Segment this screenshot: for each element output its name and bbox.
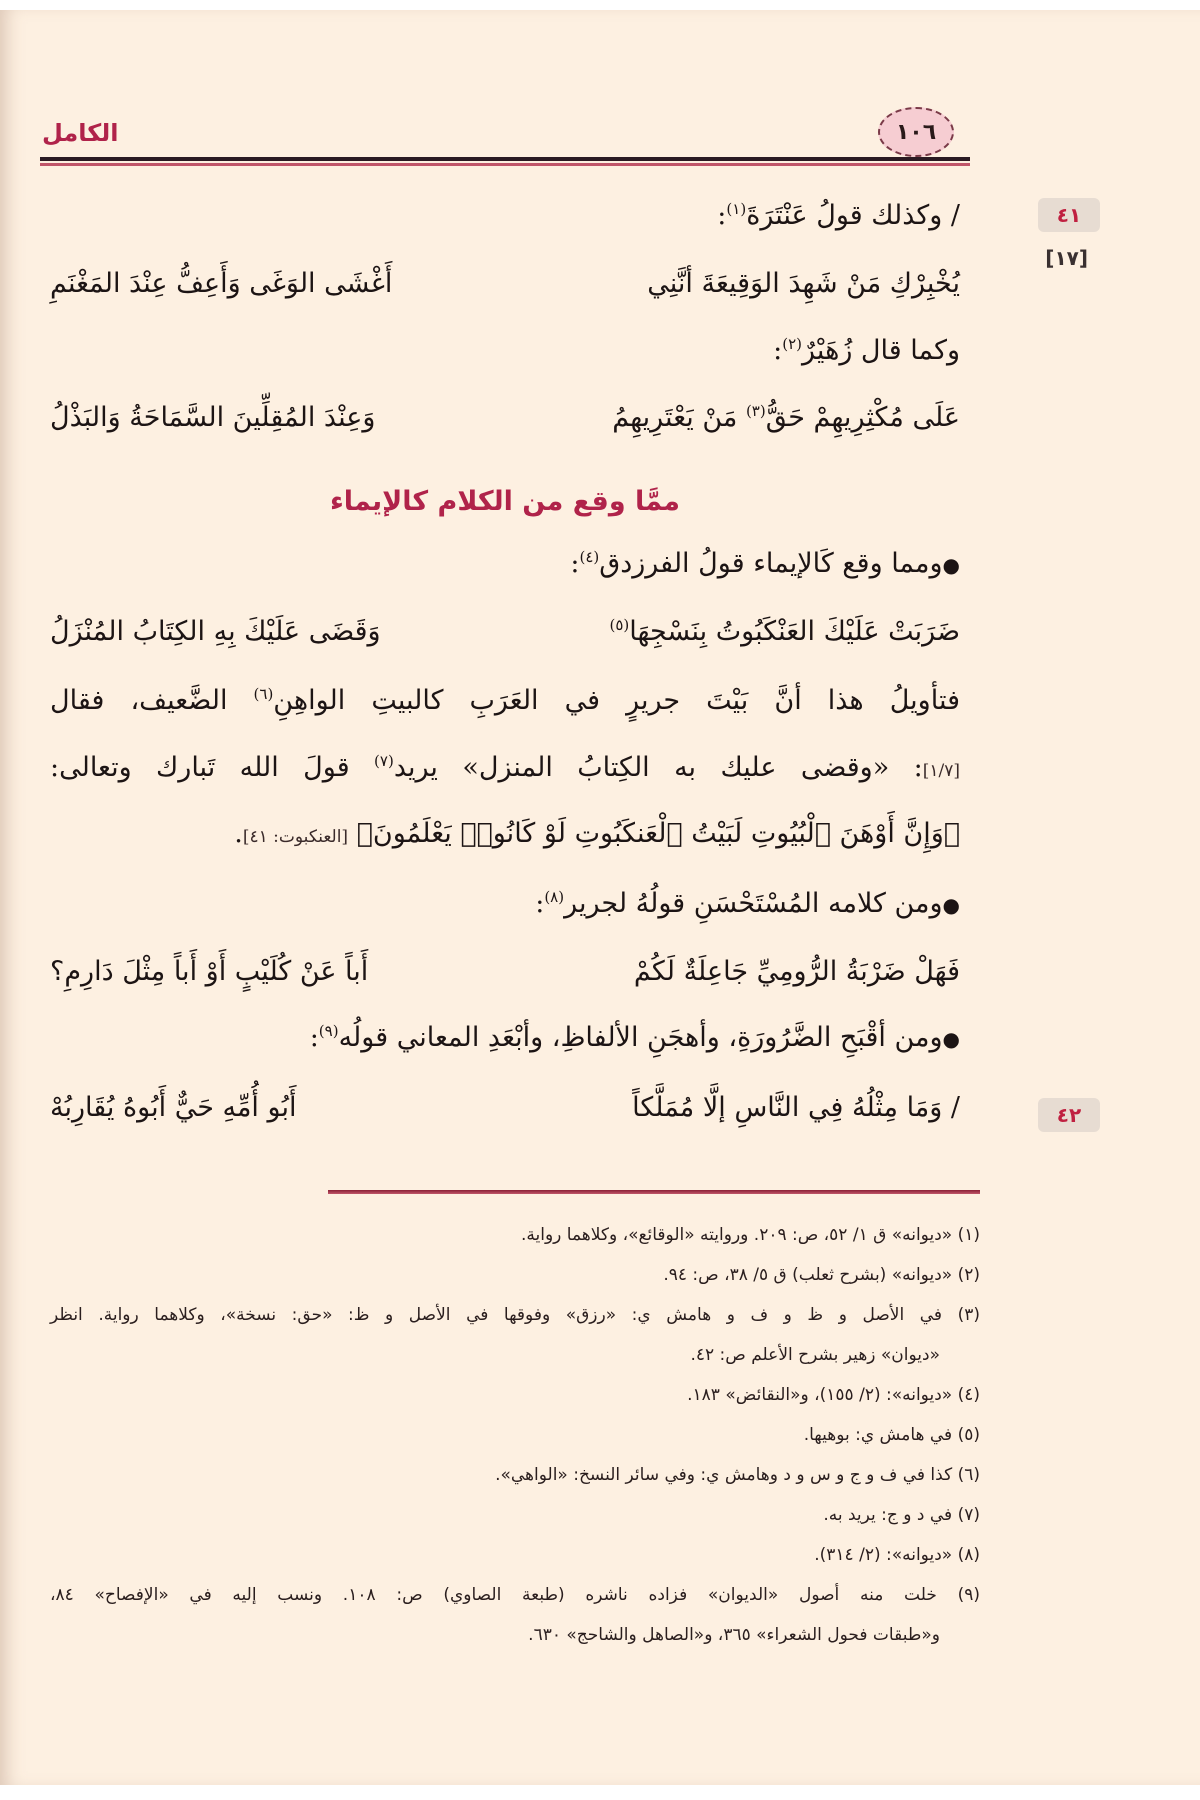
footnote-5: (٥) في هامش ي: بوهيها.: [803, 1425, 980, 1445]
page-header: [40, 105, 970, 167]
footnote-ref[interactable]: (٦): [253, 685, 274, 703]
punctuation: :: [773, 335, 783, 366]
verse-hemistich-first: فَهَلْ ضَرْبَةُ الرُّومِيِّ جَاعِلَةٌ لَكُمْ: [633, 956, 960, 987]
verse-hemistich-second: أَغْشَى الوَغَى وَأَعِفُّ عِنْدَ المَغْنَمِ: [50, 268, 393, 299]
punctuation: :: [309, 1022, 319, 1053]
verse-hemistich-first: / وَمَا مِثْلُهُ فِي النَّاسِ إلَّا مُمَلَّكاً: [632, 1092, 960, 1123]
line-text: : «وقضى عليك به الكِتابُ المنزل» يريد: [393, 752, 923, 783]
footnote-separator: [328, 1190, 980, 1194]
footnote-ref[interactable]: (٩): [318, 1022, 339, 1040]
verse-line: [50, 616, 960, 647]
verse-text: عَلَى مُكْثِرِيهِمْ حَقُّ: [765, 402, 960, 433]
footnote-ref[interactable]: (٥): [609, 616, 630, 634]
book-page: [0, 10, 1200, 1785]
footnote-9: (٩) خلت منه أصول «الديوان» فزاده ناشره (طبعة الصاوي) ص: ١٠٨. ونسب إليه في «الإفصاح» ٨٤،: [50, 1585, 980, 1605]
line-text: ومما وقع كَالإيماء قولُ الفرزدق: [599, 548, 943, 579]
footnote-ref[interactable]: (٤): [579, 548, 600, 566]
line-text: فتأويلُ هذا أنَّ بَيْتَ جريرٍ في العَرَبِ كالبيتِ الواهِنِ: [273, 685, 960, 716]
footnote-6: (٦) كذا في ف و ج و س و د وهامش ي: وفي سائر النسخ: «الواهي».: [495, 1465, 980, 1485]
footnote-3-cont: «ديوان» زهير بشرح الأعلم ص: ٤٢.: [690, 1345, 940, 1365]
footnote-4: (٤) «ديوانه»: (٢/ ١٥٥)، و«النقائض» ١٨٣.: [687, 1385, 980, 1405]
verse-hemistich-first: يُخْبِرْكِ مَنْ شَهِدَ الوَقِيعَةَ أنَّنِي: [647, 268, 960, 299]
line-text: قولَ الله تَبارك وتعالى:: [50, 752, 350, 783]
verse-text: مَنْ يَعْتَرِيهِمُ: [612, 402, 738, 433]
text-line: [50, 752, 960, 784]
line-text: / وكذلك قولُ عَنْتَرَةَ: [746, 200, 960, 231]
bullet-icon: ●: [942, 1027, 960, 1051]
section-heading: ممَّا وقع من الكلام كالإيماء: [330, 486, 680, 517]
verse-line: [50, 268, 960, 299]
footnote-ref[interactable]: (٢): [782, 335, 803, 353]
verse-text: ضَرَبَتْ عَلَيْكَ العَنْكَبُوتُ بِنَسْجِهَا: [629, 616, 960, 647]
running-title: الكامل: [42, 119, 119, 147]
bullet-icon: ●: [942, 553, 960, 577]
text-line: [50, 888, 960, 920]
footnote-1: (١) «ديوانه» ق ١/ ٥٢، ص: ٢٠٩. وروايته «الوقائع»، وكلاهما رواية.: [520, 1225, 980, 1245]
line-text: الضَّعيف، فقال: [50, 685, 228, 716]
quran-open-bracket: ﴿: [943, 818, 960, 849]
footnote-ref[interactable]: (٣): [745, 402, 766, 420]
quran-verse-line: [50, 818, 960, 850]
footnote-ref[interactable]: (٧): [374, 752, 394, 770]
verse-line: [50, 1092, 960, 1123]
line-text: وكما قال زُهَيْرٌ: [802, 335, 960, 366]
punctuation: :: [570, 548, 580, 579]
line-text: ومن أقْبَحِ الضَّرُورَةِ، وأهجَنِ الألفاظِ، وأبْعَدِ المعاني قولُه: [338, 1022, 943, 1053]
footnotes: [50, 1215, 980, 1655]
margin-bracket-17: [١٧]: [1045, 246, 1088, 270]
footnote-8: (٨) «ديوانه»: (٢/ ٣١٤).: [814, 1545, 980, 1565]
footnote-ref[interactable]: (١): [726, 200, 747, 218]
verse-hemistich-second: وَعِنْدَ المُقِلِّينَ السَّمَاحَةُ وَالبَذْلُ: [50, 402, 376, 433]
verse-line: [50, 956, 960, 987]
text-line: [50, 548, 960, 580]
line-text: ومن كلامه المُسْتَحْسَنِ قولُهُ لجرير: [564, 888, 943, 919]
text-line: [50, 1022, 960, 1054]
bullet-icon: ●: [942, 893, 960, 917]
verse-line: [50, 402, 960, 433]
verse-hemistich-first: [612, 402, 960, 433]
footnote-ref[interactable]: (٨): [544, 888, 565, 906]
text-line: [50, 335, 960, 367]
punctuation: :: [535, 888, 545, 919]
footnote-9-cont: و«طبقات فحول الشعراء» ٣٦٥، و«الصاهل والشاحج» ٦٣٠.: [528, 1625, 940, 1645]
quran-text: وَإِنَّ أَوْهَنَ ٱلْبُيُوتِ لَبَيْتُ ٱلْعَنكَبُوتِ لَوْ كَانُوا۟ يَعْلَمُونَ: [372, 818, 944, 849]
verse-hemistich-second: وَقَضَى عَلَيْكَ بِهِ الكِتَابُ المُنْزَلُ: [50, 616, 381, 647]
verse-hemistich-first: [609, 616, 960, 647]
punctuation: :: [717, 200, 727, 231]
page-number-badge: [878, 107, 954, 157]
footnote-2: (٢) «ديوانه» (بشرح ثعلب) ق ٥/ ٣٨، ص: ٩٤.: [663, 1265, 980, 1285]
margin-marker-42: ٤٢: [1038, 1098, 1100, 1132]
footnote-3: (٣) في الأصل و ظ و ف و هامش ي: «رزق» وفوقها في الأصل و ظ: «حق: نسخة»، وكلاهما رواية. انظر: [50, 1305, 980, 1325]
quran-close-bracket: ﴾: [356, 818, 373, 849]
header-rule: [40, 157, 970, 161]
header-rule-accent: [40, 163, 970, 166]
margin-page-ref: [١/٧]: [922, 761, 960, 781]
page-number: ١٠٦: [895, 119, 937, 145]
text-line: [50, 200, 960, 232]
verse-hemistich-second: أَبُو أُمِّهِ حَيٌّ أَبُوهُ يُقَارِبُهْ: [50, 1092, 297, 1123]
quran-reference: [العنكبوت: ٤١]: [242, 827, 349, 847]
punctuation: .: [234, 818, 243, 849]
text-line: [50, 685, 960, 717]
footnote-7: (٧) في د و ج: يريد به.: [823, 1505, 980, 1525]
margin-marker-41: ٤١: [1038, 198, 1100, 232]
verse-hemistich-second: أَباً عَنْ كُلَيْبٍ أَوْ أَباً مِثْلَ دَارِمِ؟: [50, 956, 369, 987]
